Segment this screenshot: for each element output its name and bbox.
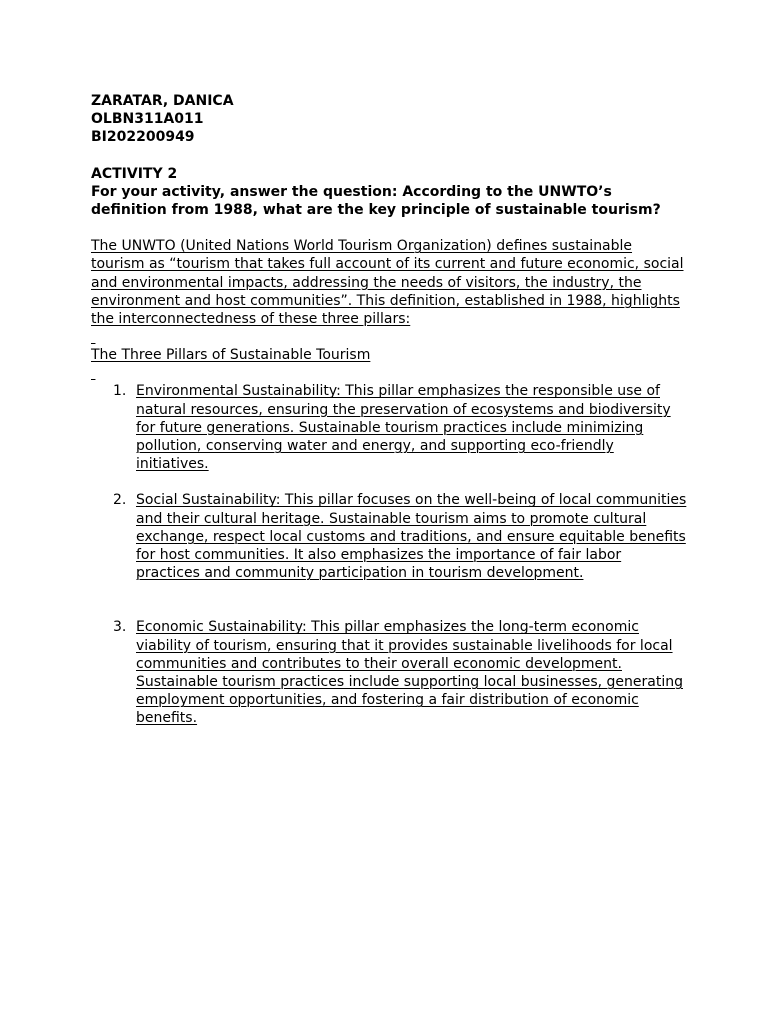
student-id: BI202200949 [91,129,195,146]
header-block [91,92,687,147]
activity-question: For your activity, answer the question: According to the UNWTO’s definition from 1988, what are the key principle of sustainable tourism? [91,183,661,219]
pillars-heading: The Three Pillars of Sustainable Tourism [91,347,371,364]
list-item [91,491,687,582]
intro-text: The UNWTO (United Nations World Tourism Organization) defines sustainable tourism as “tourism that takes full account of its current and future economic, social and environmental impacts, addressing the needs of visitors, the industry, the environment and host communities”. This definition, established in 1988, highlights the interconnectedness of these three pillars: [91,238,684,328]
pillar-text: Economic Sustainability: This pillar emphasizes the long-term economic viability of tourism, ensuring that it provides sustainable livelihoods for local communities and contributes to their overall economic development. Sustainable tourism practices include supporting local businesses, generating employment opportunities, and fostering a fair distribution of economic benefits. [136,619,683,727]
blank-line [91,328,687,346]
list-item [91,382,687,473]
course-code: OLBN311A011 [91,111,204,128]
pillar-text: Social Sustainability: This pillar focuses on the well-being of local communities and their cultural heritage. Sustainable tourism aims to promote cultural exchange, respect local customs and traditions, and ensure equitable benefits for host communities. It also emphasizes the importance of fair labor practices and community participation in tourism development. [136,492,687,582]
pillars-heading-block [91,346,687,364]
student-name: ZARATAR, DANICA [91,93,234,109]
activity-block [91,165,687,220]
list-number: 3. [113,619,127,636]
list-item [91,618,687,727]
list-number: 1. [113,383,127,400]
activity-title: ACTIVITY 2 [91,165,178,182]
blank-line [91,364,687,382]
document-page [91,92,687,728]
pillar-text: Environmental Sustainability: This pillar emphasizes the responsible use of natural resources, ensuring the preservation of ecosystems and biodiversity for future generations. Sustainable tourism practices include minimizing pollution, conserving water and energy, and supporting eco-friendly initiatives. [136,383,671,473]
intro-paragraph [91,237,687,328]
list-number: 2. [113,492,127,509]
pillars-list [91,382,687,727]
